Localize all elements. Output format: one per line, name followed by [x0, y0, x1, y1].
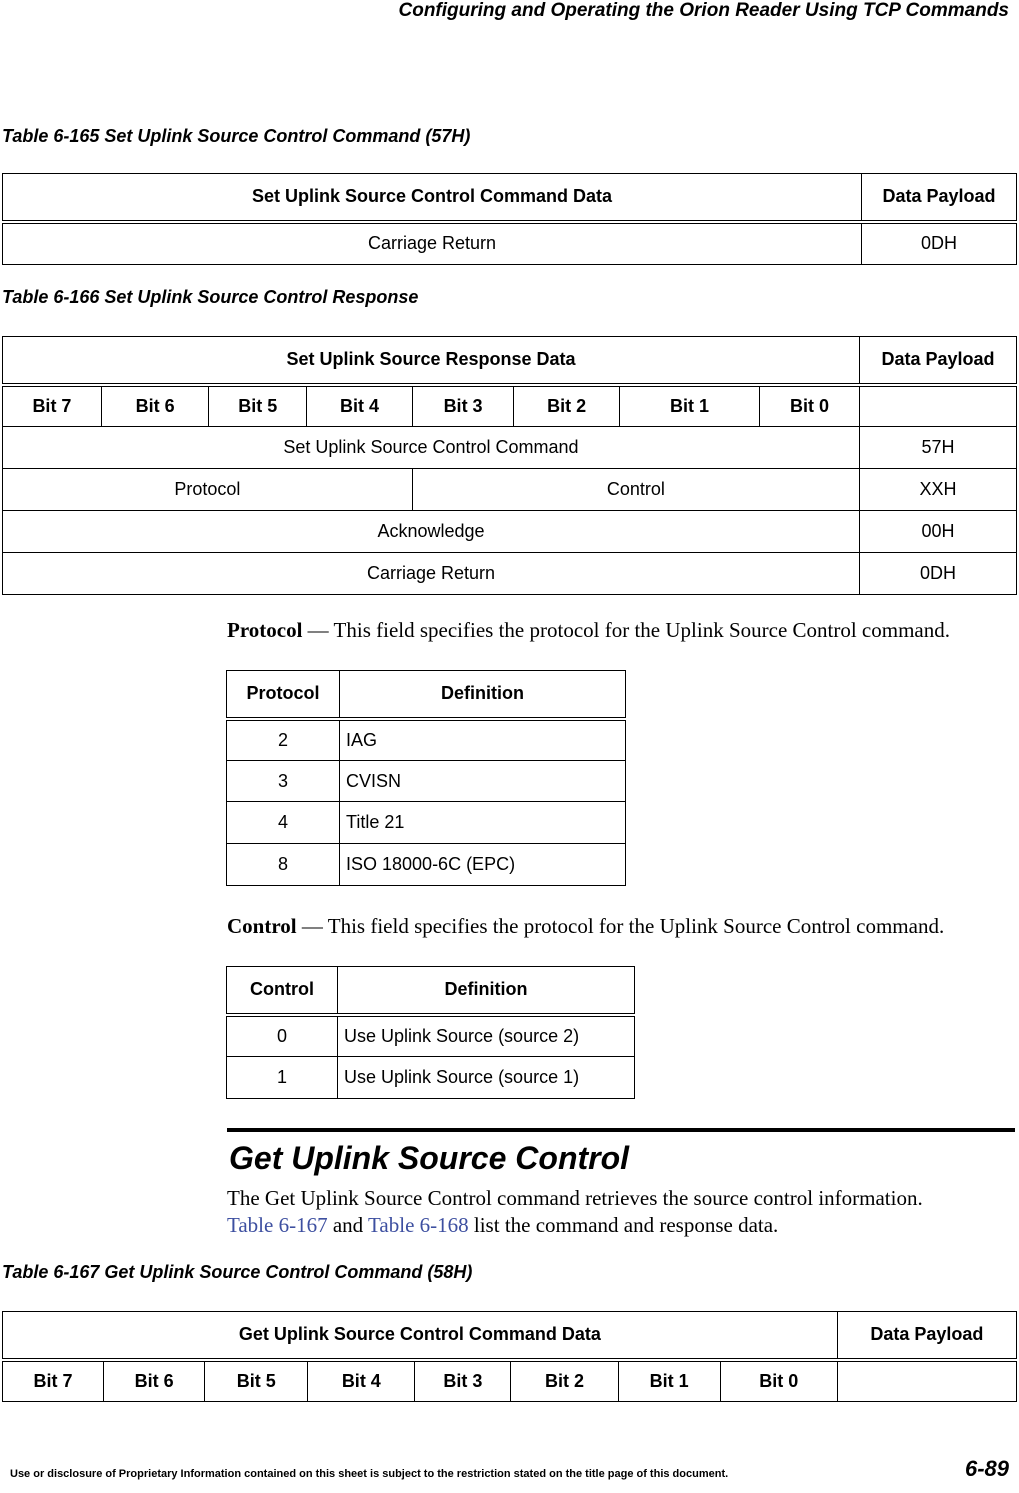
- protocol-table-header: Definition: [340, 671, 626, 719]
- protocol-table: [226, 670, 626, 886]
- table-166: [2, 336, 1017, 595]
- table-168-link[interactable]: Table 6-168: [368, 1213, 469, 1237]
- table-row-code: 2: [227, 719, 340, 761]
- table-166-bit: Bit 3: [412, 385, 514, 427]
- table-row-code: 4: [227, 802, 340, 844]
- table-row-definition: Title 21: [340, 802, 626, 844]
- table-166-cell: 0DH: [859, 553, 1016, 595]
- table-167-bit: Bit 2: [511, 1360, 618, 1402]
- table-166-bit: Bit 6: [101, 385, 208, 427]
- table-row-definition: Use Uplink Source (source 2): [338, 1015, 635, 1057]
- table-166-cell: Carriage Return: [3, 553, 860, 595]
- table-166-bit: Bit 5: [209, 385, 307, 427]
- table-row-definition: ISO 18000-6C (EPC): [340, 844, 626, 886]
- table-166-bit: Bit 7: [3, 385, 102, 427]
- section-and: and: [327, 1213, 369, 1237]
- table-166-header-payload: Data Payload: [859, 337, 1016, 385]
- control-dash: —: [296, 914, 328, 938]
- running-header: Configuring and Operating the Orion Reader Using TCP Commands: [398, 0, 1009, 21]
- table-167-bit-empty: [837, 1360, 1016, 1402]
- table-167-bit: Bit 5: [205, 1360, 308, 1402]
- table-166-cell: Protocol: [3, 469, 413, 511]
- section-line-2: [227, 1213, 778, 1238]
- table-167-caption: Table 6-167 Get Uplink Source Control Command (58H): [2, 1262, 473, 1282]
- table-167-header-data: Get Uplink Source Control Command Data: [3, 1312, 838, 1360]
- table-166-cell: Set Uplink Source Control Command: [3, 427, 860, 469]
- table-167-bit: Bit 0: [720, 1360, 837, 1402]
- section-rule: [227, 1128, 1015, 1132]
- control-text: This field specifies the protocol for the Uplink Source Control command.: [327, 914, 945, 938]
- table-167-header-payload: Data Payload: [837, 1312, 1016, 1360]
- table-166-header-data: Set Uplink Source Response Data: [3, 337, 860, 385]
- protocol-dash: —: [302, 618, 334, 642]
- table-row-definition: Use Uplink Source (source 1): [338, 1057, 635, 1099]
- table-167-bit: Bit 6: [104, 1360, 205, 1402]
- protocol-term: Protocol: [227, 618, 303, 642]
- table-166-cell: Acknowledge: [3, 511, 860, 553]
- control-table-header: Definition: [338, 967, 635, 1015]
- table-165: [2, 173, 1017, 265]
- table-166-cell: Control: [412, 469, 859, 511]
- table-166-bit: Bit 2: [514, 385, 619, 427]
- table-166-cell: XXH: [859, 469, 1016, 511]
- table-166-cell: 00H: [859, 511, 1016, 553]
- section-line-2-rest: list the command and response data.: [468, 1213, 779, 1237]
- table-166-cell: 57H: [859, 427, 1016, 469]
- table-167-bit: Bit 4: [308, 1360, 415, 1402]
- protocol-text: This field specifies the protocol for the Uplink Source Control command.: [333, 618, 950, 642]
- table-167-bit: Bit 3: [415, 1360, 511, 1402]
- section-line-1: The Get Uplink Source Control command retrieves the source control information.: [227, 1186, 923, 1210]
- table-row-code: 0: [227, 1015, 338, 1057]
- protocol-table-header: Protocol: [227, 671, 340, 719]
- table-row-code: 8: [227, 844, 340, 886]
- control-table-header: Control: [227, 967, 338, 1015]
- table-row-definition: IAG: [340, 719, 626, 761]
- table-166-bit: Bit 0: [760, 385, 860, 427]
- table-165-cell: Carriage Return: [3, 222, 862, 265]
- protocol-paragraph: [227, 618, 950, 643]
- table-166-bit: Bit 4: [307, 385, 412, 427]
- table-165-cell: 0DH: [862, 222, 1017, 265]
- table-165-header-data: Set Uplink Source Control Command Data: [3, 174, 862, 222]
- table-row-definition: CVISN: [340, 761, 626, 802]
- table-165-caption: Table 6-165 Set Uplink Source Control Command (57H): [2, 126, 471, 146]
- section-title: Get Uplink Source Control: [229, 1140, 630, 1176]
- table-167-bit: Bit 1: [618, 1360, 720, 1402]
- control-table: [226, 966, 635, 1099]
- control-term: Control: [227, 914, 297, 938]
- table-165-header-payload: Data Payload: [862, 174, 1017, 222]
- control-paragraph: [227, 914, 944, 939]
- table-167: [2, 1311, 1017, 1402]
- footer-notice: Use or disclosure of Proprietary Information contained on this sheet is subject to the restriction stated on the title page of this document.: [10, 1468, 729, 1480]
- table-166-caption: Table 6-166 Set Uplink Source Control Response: [2, 287, 419, 307]
- table-row-code: 3: [227, 761, 340, 802]
- page-number: 6-89: [964, 1456, 1009, 1481]
- table-row-code: 1: [227, 1057, 338, 1099]
- table-166-bit: Bit 1: [619, 385, 759, 427]
- table-167-bit: Bit 7: [3, 1360, 104, 1402]
- table-166-bit-empty: [859, 385, 1016, 427]
- table-167-link[interactable]: Table 6-167: [227, 1213, 328, 1237]
